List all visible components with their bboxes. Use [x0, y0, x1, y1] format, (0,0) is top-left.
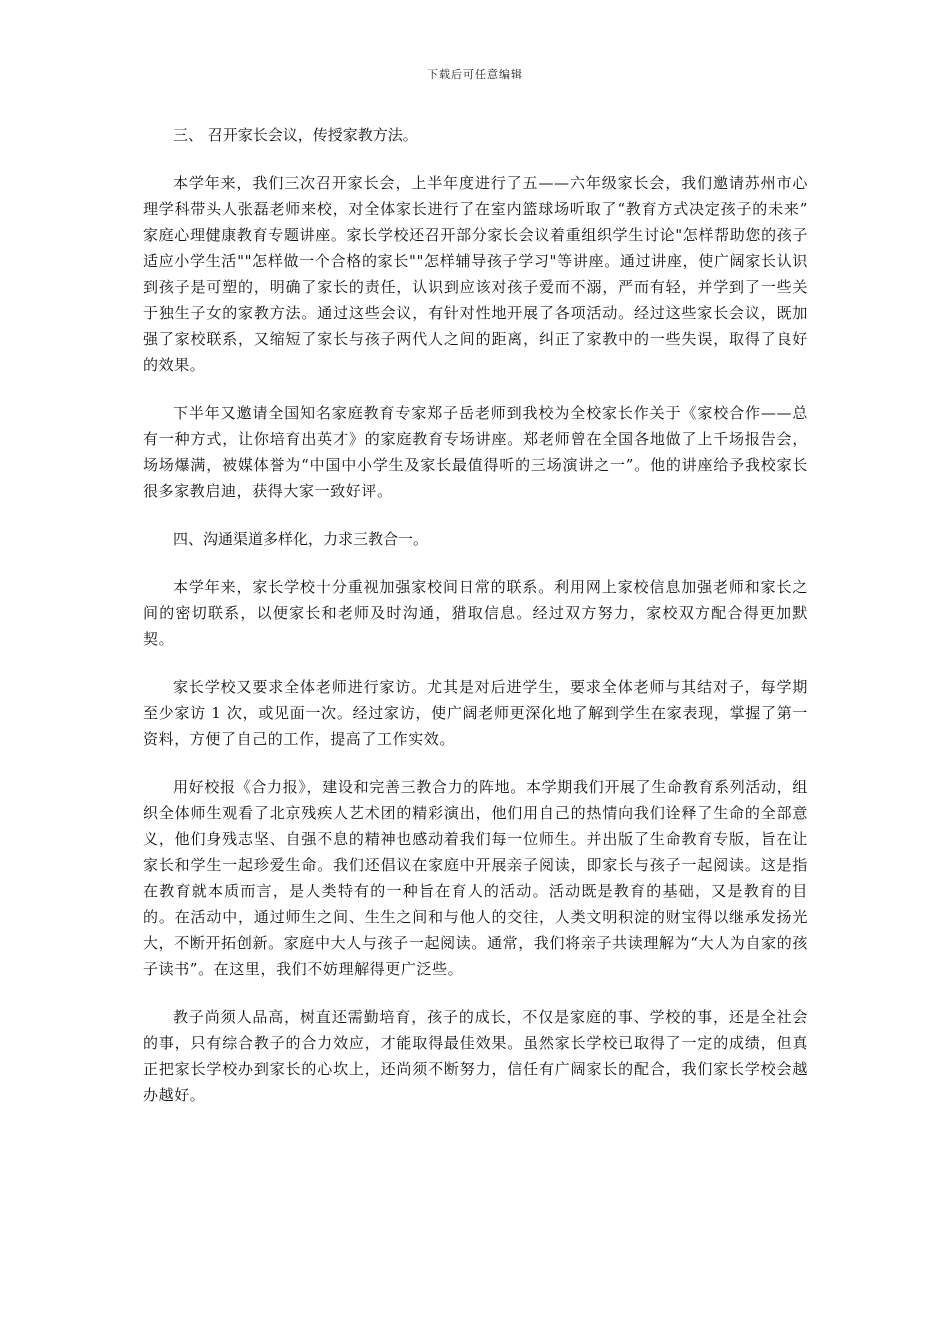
paragraph-expert-lecture: 下半年又邀请全国知名家庭教育专家郑子岳老师到我校为全校家长作关于《家校合作——总有一种方式，让你培育出英才》的家庭教育专场讲座。郑老师曾在全国各地做了上千场报告会，场场爆满，被媒体誉为“中国中小学生及家长最值得听的三场演讲之一”。他的讲座给予我校家长很多家教启迪，获得大家一致好评。 [143, 404, 808, 500]
paragraph-gap [143, 652, 808, 674]
section-heading-3: 三、 召开家长会议，传授家教方法。 [173, 126, 418, 144]
paragraph-daily-contact: 本学年来，家长学校十分重视加强家校间日常的联系。利用网上家校信息加强老师和家长之间的密切联系，以便家长和老师及时沟通，猎取信息。经过双方努力，家校双方配合得更加默契。 [143, 578, 808, 648]
paragraph-gap [143, 504, 808, 526]
paragraph-gap [143, 552, 808, 574]
page-header: 下载后可任意编辑 [427, 68, 523, 81]
paragraph-parent-meetings: 本学年来，我们三次召开家长会，上半年度进行了五——六年级家长会，我们邀请苏州市心理学科带头人张磊老师来校，对全体家长进行了在室内篮球场听取了“教育方式决定孩子的未来” 家庭心理健康教育专题讲座。家长学校还召开部分家长会议着重组织学生讨论"怎样帮助您的孩子适应小学生活""怎样做一个合格的家长""怎样辅导孩子学习"等讲座。通过讲座，使广阔家长认识到孩子是可塑的，明确了家长的责任，认识到应该对孩子爱而不溺，严而有轻，并学到了一些关于独生子女的家教方法。通过这些会议，有针对性地开展了各项活动。经过这些家长会议，既加强了家校联系，又缩短了家长与孩子两代人之间的距离，纠正了家教中的一些失误，取得了良好的效果。 [143, 174, 808, 374]
paragraph-gap [143, 148, 808, 170]
paragraph-home-visits: 家长学校又要求全体老师进行家访。尤其是对后进学生，要求全体老师与其结对子，每学期至少家访 1 次，或见面一次。经过家访，使广阔老师更深化地了解到学生在家表现，掌握了第一资料，方便了自己的工作，提高了工作实效。 [143, 678, 808, 748]
paragraph-conclusion: 教子尚须人品高，树直还需勤培育，孩子的成长，不仅是家庭的事、学校的事，还是全社会的事，只有综合教子的合力效应，才能取得最佳效果。虽然家长学校已取得了一定的成绩，但真正把家长学校办到家长的心坎上，还尚须不断努力，信任有广阔家长的配合，我们家长学校会越办越好。 [143, 1008, 808, 1104]
section-heading-4: 四、沟通渠道多样化，力求三教合一。 [173, 530, 429, 548]
paragraph-gap [143, 378, 808, 400]
paragraph-school-newspaper: 用好校报《合力报》，建设和完善三教合力的阵地。本学期我们开展了生命教育系列活动，组织全体师生观看了北京残疾人艺术团的精彩演出，他们用自己的热情向我们诠释了生命的全部意义，他们身残志坚、自强不息的精神也感动着我们每一位师生。并出版了生命教育专版，旨在让家长和学生一起珍爱生命。我们还倡议在家庭中开展亲子阅读，即家长与孩子一起阅读。这是指在教育就本质而言，是人类特有的一种旨在育人的活动。活动既是教育的基础，又是教育的目的。在活动中，通过师生之间、生生之间和与他人的交往，人类文明积淀的财宝得以继承发扬光大，不断开拓创新。家庭中大人与孩子一起阅读。通常，我们将亲子共读理解为“大人为自家的孩子读书”。在这里，我们不妨理解得更广泛些。 [143, 778, 808, 978]
paragraph-gap [143, 982, 808, 1004]
document-body [143, 122, 808, 1108]
paragraph-gap [143, 752, 808, 774]
